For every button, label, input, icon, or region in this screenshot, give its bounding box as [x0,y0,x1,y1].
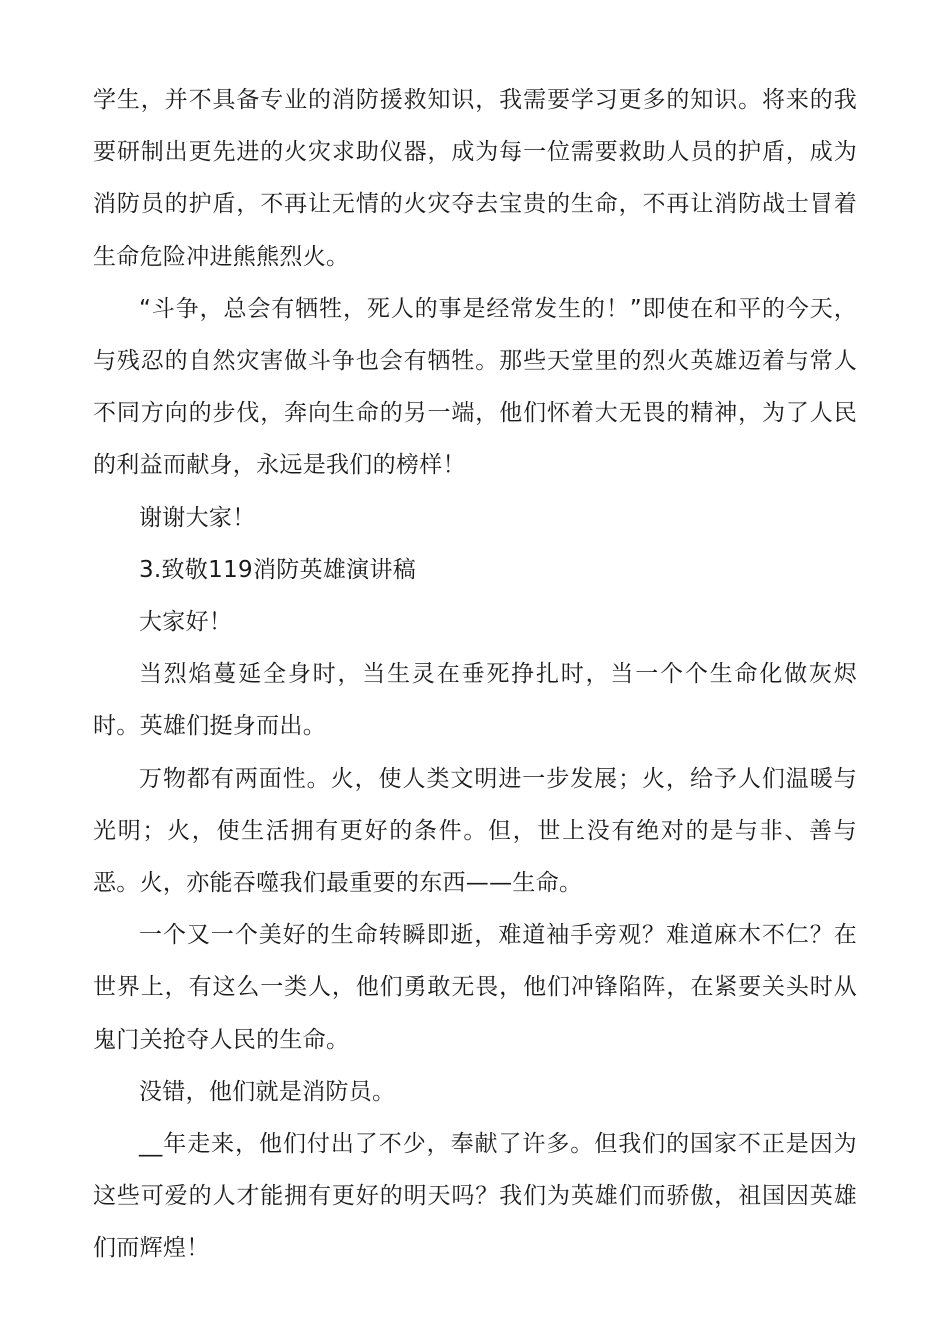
paragraph-thanks: 谢谢大家！ [139,504,256,531]
paragraph-flames: 当烈焰蔓延全身时，当生灵在垂死挣扎时，当一个个生命化做灰烬时。英雄们挺身而出。 [93,661,857,740]
document-body [93,74,857,1275]
paragraph-closing: __年走来，他们付出了不少，奉献了许多。但我们的国家不正是因为这些可爱的人才能拥有更好的明天吗？我们为英雄们而骄傲，祖国因英雄们而辉煌！ [93,1131,857,1262]
paragraph-heroes: 一个又一个美好的生命转瞬即逝，难道袖手旁观？难道麻木不仁？在世界上，有这么一类人，他们勇敢无畏，他们冲锋陷阵，在紧要关头时从鬼门关抢夺人民的生命。 [93,922,857,1053]
section-heading: 3.致敬119消防英雄演讲稿 [139,556,417,583]
paragraph-quote: “斗争，总会有牺牲，死人的事是经常发生的！”即使在和平的今天，与残忍的自然灾害做斗争也会有牺牲。那些天堂里的烈火英雄迈着与常人不同方向的步伐，奔向生命的另一端，他们怀着大无畏的精神，为了人民的利益而献身，永远是我们的榜样！ [93,295,857,479]
paragraph-greeting: 大家好！ [139,609,233,636]
paragraph-duality: 万物都有两面性。火，使人类文明进一步发展；火，给予人们温暖与光明；火，使生活拥有更好的条件。但，世上没有绝对的是与非、善与恶。火，亦能吞噬我们最重要的东西——生命。 [93,765,857,897]
paragraph-firefighters: 没错，他们就是消防员。 [139,1078,396,1105]
paragraph-continuation: 学生，并不具备专业的消防援救知识，我需要学习更多的知识。将来的我要研制出更先进的火灾求助仪器，成为每一位需要救助人员的护盾，成为消防员的护盾，不再让无情的火灾夺去宝贵的生命，不再让消防战士冒着生命危险冲进熊熊烈火。 [93,87,857,270]
